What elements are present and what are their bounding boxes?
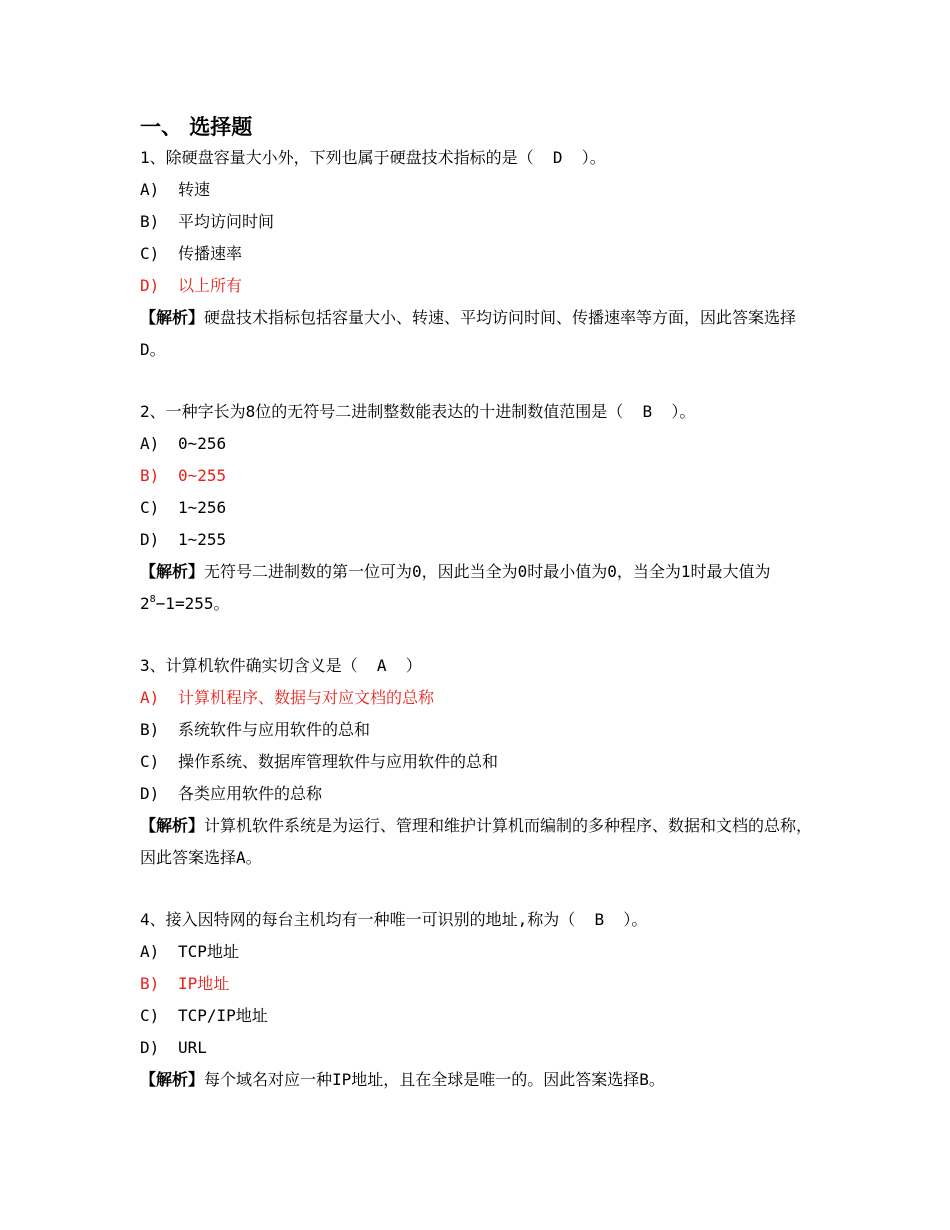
option-text: TCP地址: [178, 942, 239, 961]
power-exponent: 8: [149, 594, 156, 605]
option-text: 以上所有: [178, 276, 243, 295]
question-stem: 2、一种字长为8位的无符号二进制整数能表达的十进制数值范围是（ B ）。: [140, 402, 696, 421]
option-text: 平均访问时间: [178, 212, 275, 231]
question-3: [140, 650, 820, 874]
option-letter: A): [140, 180, 160, 199]
analysis-tag: 【解析】: [140, 816, 205, 835]
option-letter: A): [140, 942, 160, 961]
option-text: TCP/IP地址: [178, 1006, 268, 1025]
option-letter: B): [140, 466, 160, 485]
option-letter: D): [140, 530, 160, 549]
option-letter: A): [140, 688, 160, 707]
analysis: [140, 556, 820, 620]
option-b-correct: [140, 460, 820, 492]
option-text: IP地址: [178, 974, 230, 993]
option-text: 计算机程序、数据与对应文档的总称: [178, 688, 435, 707]
option-a: [140, 428, 820, 460]
option-letter: B): [140, 212, 160, 231]
option-text: 传播速率: [178, 244, 243, 263]
option-a-correct: [140, 682, 820, 714]
option-text: 1~255: [178, 530, 227, 549]
section-title: 一、 选择题: [140, 115, 253, 139]
option-c: [140, 238, 820, 270]
option-text: 0~256: [178, 434, 227, 453]
option-c: [140, 492, 820, 524]
option-letter: B): [140, 974, 160, 993]
option-a: [140, 174, 820, 206]
analysis-tail: −1=255。: [155, 594, 230, 613]
option-b: [140, 714, 820, 746]
question-stem: 1、除硬盘容量大小外，下列也属于硬盘技术指标的是（ D ）。: [140, 148, 606, 167]
option-letter: D): [140, 1038, 160, 1057]
option-a: [140, 936, 820, 968]
document-page: [140, 112, 820, 1096]
analysis: [140, 1064, 820, 1096]
analysis-text: 无符号二进制数的第一位可为0，因此当全为0时最小值为0，当全为1时最大值为: [204, 562, 771, 581]
option-b-correct: [140, 968, 820, 1000]
option-c: [140, 1000, 820, 1032]
option-letter: C): [140, 498, 160, 517]
option-letter: A): [140, 434, 160, 453]
option-letter: C): [140, 752, 160, 771]
analysis: [140, 302, 820, 366]
analysis-text: 每个域名对应一种IP地址，且在全球是唯一的。因此答案选择B。: [204, 1070, 665, 1089]
option-b: [140, 206, 820, 238]
question-4: [140, 904, 820, 1096]
option-letter: C): [140, 1006, 160, 1025]
option-text: 1~256: [178, 498, 227, 517]
question-stem: 3、计算机软件确实切含义是（ A ）: [140, 656, 422, 675]
option-text: 各类应用软件的总称: [178, 784, 323, 803]
option-text: 转速: [178, 180, 211, 199]
analysis-tag: 【解析】: [140, 562, 205, 581]
option-c: [140, 746, 820, 778]
option-letter: C): [140, 244, 160, 263]
option-d: [140, 524, 820, 556]
analysis: [140, 810, 820, 874]
option-text: 系统软件与应用软件的总和: [178, 720, 371, 739]
analysis-text: 硬盘技术指标包括容量大小、转速、平均访问时间、传播速率等方面，因此答案选择D。: [140, 308, 797, 359]
analysis-tag: 【解析】: [140, 308, 205, 327]
option-d: [140, 1032, 820, 1064]
option-text: 0~255: [178, 466, 227, 485]
option-text: 操作系统、数据库管理软件与应用软件的总和: [178, 752, 499, 771]
option-letter: B): [140, 720, 160, 739]
option-d-correct: [140, 270, 820, 302]
option-letter: D): [140, 276, 160, 295]
question-1: [140, 142, 820, 366]
power-base: 2: [140, 594, 150, 613]
question-stem: 4、接入因特网的每台主机均有一种唯一可识别的地址,称为（ B ）。: [140, 910, 648, 929]
analysis-tag: 【解析】: [140, 1070, 205, 1089]
option-text: URL: [178, 1038, 207, 1057]
analysis-text: 计算机软件系统是为运行、管理和维护计算机而编制的多种程序、数据和文档的总称，因此答案选择A。: [140, 816, 813, 867]
option-d: [140, 778, 820, 810]
question-2: [140, 396, 820, 620]
option-letter: D): [140, 784, 160, 803]
